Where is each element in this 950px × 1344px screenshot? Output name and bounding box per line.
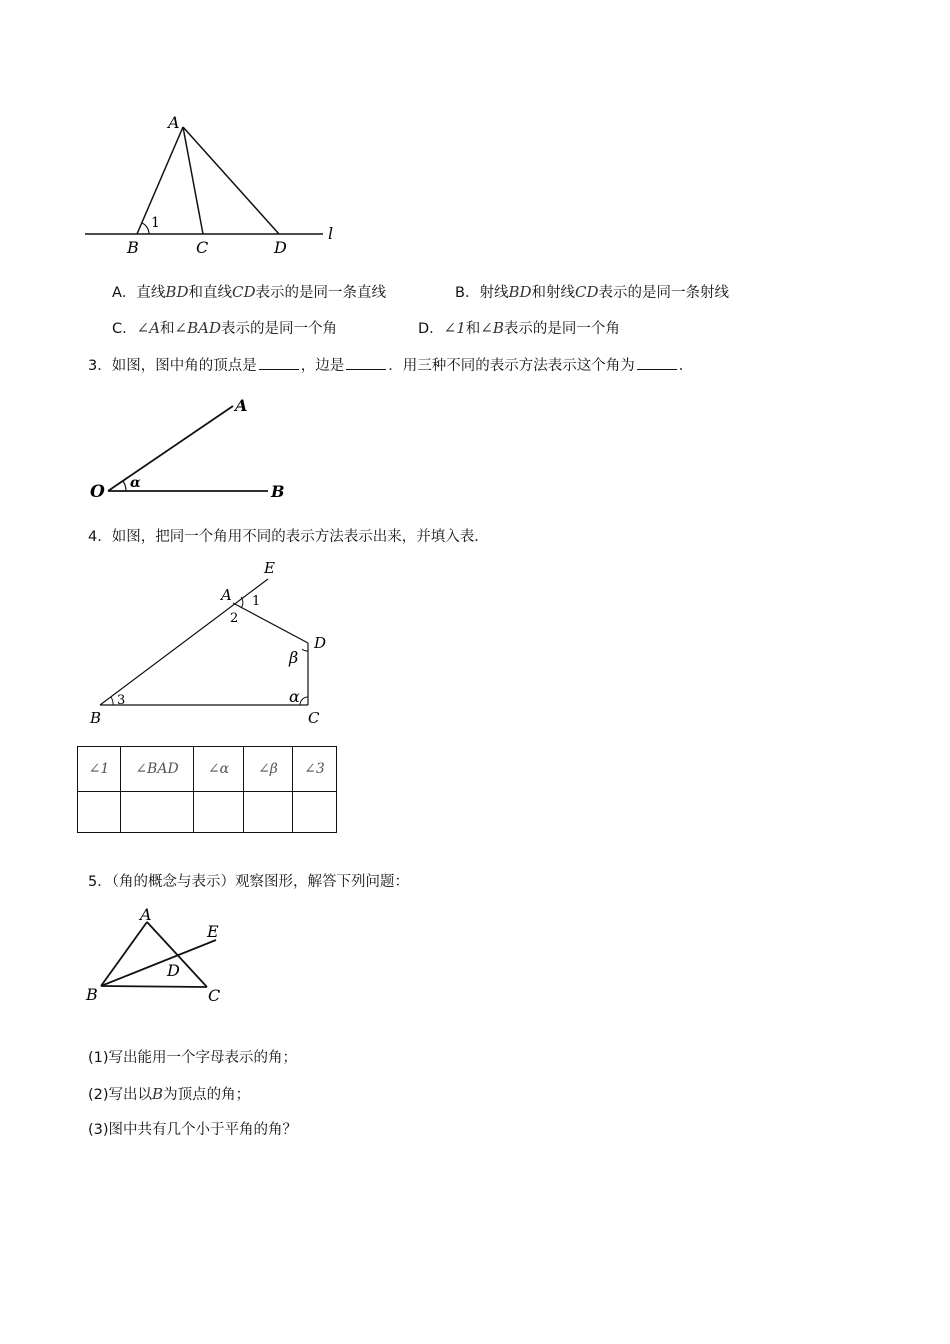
label-c: C — [208, 986, 221, 1005]
label-alpha: α — [289, 687, 300, 706]
segment-bc — [101, 986, 207, 987]
answer-blank-sides[interactable] — [346, 355, 386, 370]
table-header-row — [78, 747, 337, 792]
label-a: A — [221, 586, 232, 604]
question-5-part-3: (3)图中共有几个小于平角的角？ — [88, 1122, 298, 1138]
segment-ad — [183, 127, 279, 234]
angle-3-arc — [111, 697, 113, 705]
label-b: B — [271, 482, 285, 501]
label-beta: β — [289, 648, 299, 667]
angle-beta-arc — [302, 649, 308, 651]
label-3: 3 — [117, 693, 126, 708]
question-5: 5．（角的概念与表示）观察图形，解答下列问题： — [88, 874, 409, 890]
header-cell: ∠3 — [293, 747, 337, 792]
angle-1-arc — [142, 223, 149, 234]
answer-blank-notation[interactable] — [637, 355, 677, 370]
label-e: E — [264, 559, 275, 577]
answer-cell[interactable] — [78, 792, 121, 833]
label-d: D — [314, 634, 327, 652]
ray-oa — [108, 406, 233, 491]
label-a: A — [140, 905, 152, 924]
segment-ac — [183, 127, 203, 234]
label-a: A — [235, 396, 248, 415]
label-c: C — [196, 238, 209, 257]
table-answer-row — [78, 792, 337, 833]
label-2: 2 — [230, 611, 239, 626]
figure-line-triangle — [0, 0, 950, 270]
option-c[interactable]: C．∠A和∠BAD表示的是同一个角 — [112, 319, 337, 337]
header-cell: ∠BAD — [121, 747, 194, 792]
answer-cell[interactable] — [244, 792, 293, 833]
label-a: A — [168, 113, 180, 132]
label-b: B — [86, 985, 98, 1004]
question-3: 3．如图，图中角的顶点是 ，边是 ．用三种不同的表示方法表示这个角为 ． — [88, 355, 693, 376]
label-l: l — [328, 224, 334, 243]
segment-da — [233, 603, 308, 643]
figure-angle-aob — [0, 390, 950, 505]
header-cell: ∠1 — [78, 747, 121, 792]
label-1: 1 — [151, 215, 160, 231]
figure-triangle-abc — [0, 900, 950, 1010]
angle-table — [77, 746, 337, 833]
label-c: C — [308, 709, 320, 727]
line-be — [100, 579, 268, 705]
label-b: B — [127, 238, 139, 257]
label-1: 1 — [252, 594, 261, 609]
label-d: D — [167, 961, 180, 980]
label-e: E — [207, 922, 219, 941]
segment-ab — [137, 127, 183, 234]
angle-alpha-arc — [300, 697, 308, 705]
answer-cell[interactable] — [121, 792, 194, 833]
answer-blank-vertex[interactable] — [259, 355, 299, 370]
label-alpha: α — [130, 475, 141, 491]
question-5-part-2: (2)写出以B为顶点的角； — [88, 1085, 251, 1103]
option-b[interactable]: B．射线BD和射线CD表示的是同一条射线 — [455, 283, 730, 301]
question-5-part-1: (1)写出能用一个字母表示的角； — [88, 1050, 298, 1066]
answer-cell[interactable] — [194, 792, 244, 833]
answer-cell[interactable] — [293, 792, 337, 833]
header-cell: ∠β — [244, 747, 293, 792]
label-b: B — [90, 709, 102, 727]
angle-alpha-arc — [123, 481, 126, 491]
question-4: 4．如图，把同一个角用不同的表示方法表示出来，并填入表． — [88, 529, 489, 545]
label-d: D — [274, 238, 287, 257]
option-d[interactable]: D．∠1和∠B表示的是同一个角 — [418, 319, 620, 337]
option-a[interactable]: A．直线BD和直线CD表示的是同一条直线 — [112, 283, 386, 301]
figure-quadrilateral — [0, 555, 950, 735]
header-cell: ∠α — [194, 747, 244, 792]
label-o: O — [90, 482, 105, 502]
